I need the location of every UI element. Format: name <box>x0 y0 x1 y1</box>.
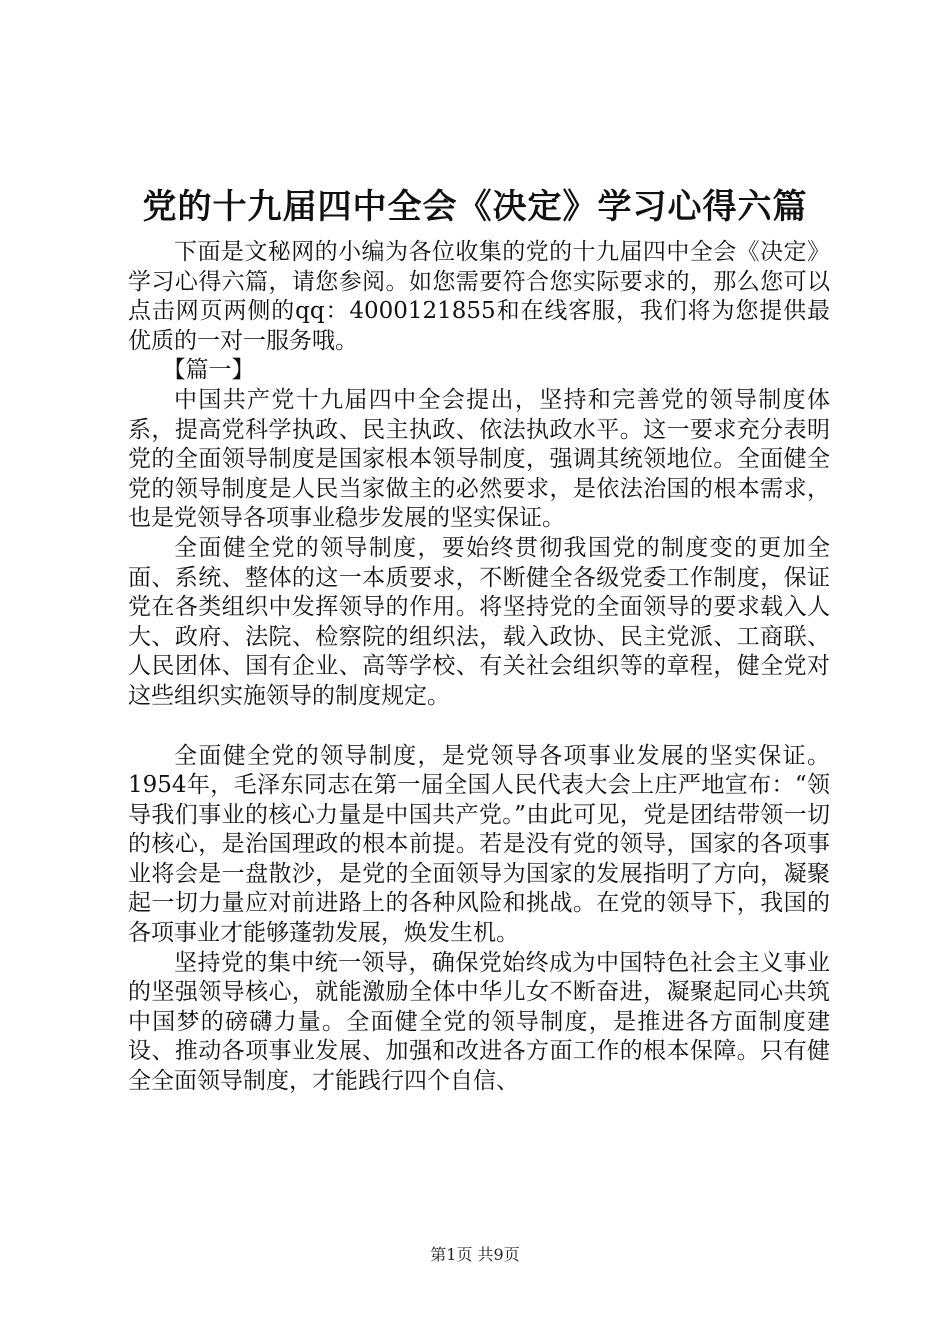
page-number-footer: 第1页 共9页 <box>430 1245 520 1264</box>
document-title: 党的十九届四中全会《决定》学习心得六篇 <box>142 187 808 227</box>
body-paragraph: 坚持党的集中统一领导，确保党始终成为中国特色社会主义事业的坚强领导核心，就能激励全体中华儿女不断奋进，凝聚起同心共筑中国梦的磅礴力量。全面健全党的领导制度，是推进各方面制度建设、推动各项事业发展、加强和改进各方面工作的根本保障。只有健全全面领导制度，才能践行四个自信、 <box>128 949 830 1095</box>
document-body <box>128 238 830 1097</box>
intro-paragraph: 下面是文秘网的小编为各位收集的党的十九届四中全会《决定》学习心得六篇，请您参阅。如您需要符合您实际要求的，那么您可以点击网页两侧的qq：4000121855和在线客服，我们将为您提供最优质的一对一服务哦。 <box>128 239 830 354</box>
body-paragraph: 中国共产党十九届四中全会提出，坚持和完善党的领导制度体系，提高党科学执政、民主执政、依法执政水平。这一要求充分表明党的全面领导制度是国家根本领导制度，强调其统领地位。全面健全党的领导制度是人民当家做主的必然要求，是依法治国的根本需求，也是党领导各项事业稳步发展的坚实保证。 <box>128 386 830 532</box>
body-paragraph: 全面健全党的领导制度，是党领导各项事业发展的坚实保证。1954年，毛泽东同志在第一届全国人民代表大会上庄严地宣布：“领导我们事业的核心力量是中国共产党。”由此可见，党是团结带领一切的核心，是治国理政的根本前提。若是没有党的领导，国家的各项事业将会是一盘散沙，是党的全面领导为国家的发展指明了方向，凝聚起一切力量应对前进路上的各种风险和挑战。在党的领导下，我国的各项事业才能够蓬勃发展，焕发生机。 <box>128 742 830 947</box>
section-heading: 【篇一】 <box>162 357 255 384</box>
body-paragraph: 全面健全党的领导制度，要始终贯彻我国党的制度变的更加全面、系统、整体的这一本质要求，不断健全各级党委工作制度，保证党在各类组织中发挥领导的作用。将坚持党的全面领导的要求载入人大、政府、法院、检察院的组织法，载入政协、民主党派、工商联、人民团体、国有企业、高等学校、有关社会组织等的章程，健全党对这些组织实施领导的制度规定。 <box>128 534 830 709</box>
